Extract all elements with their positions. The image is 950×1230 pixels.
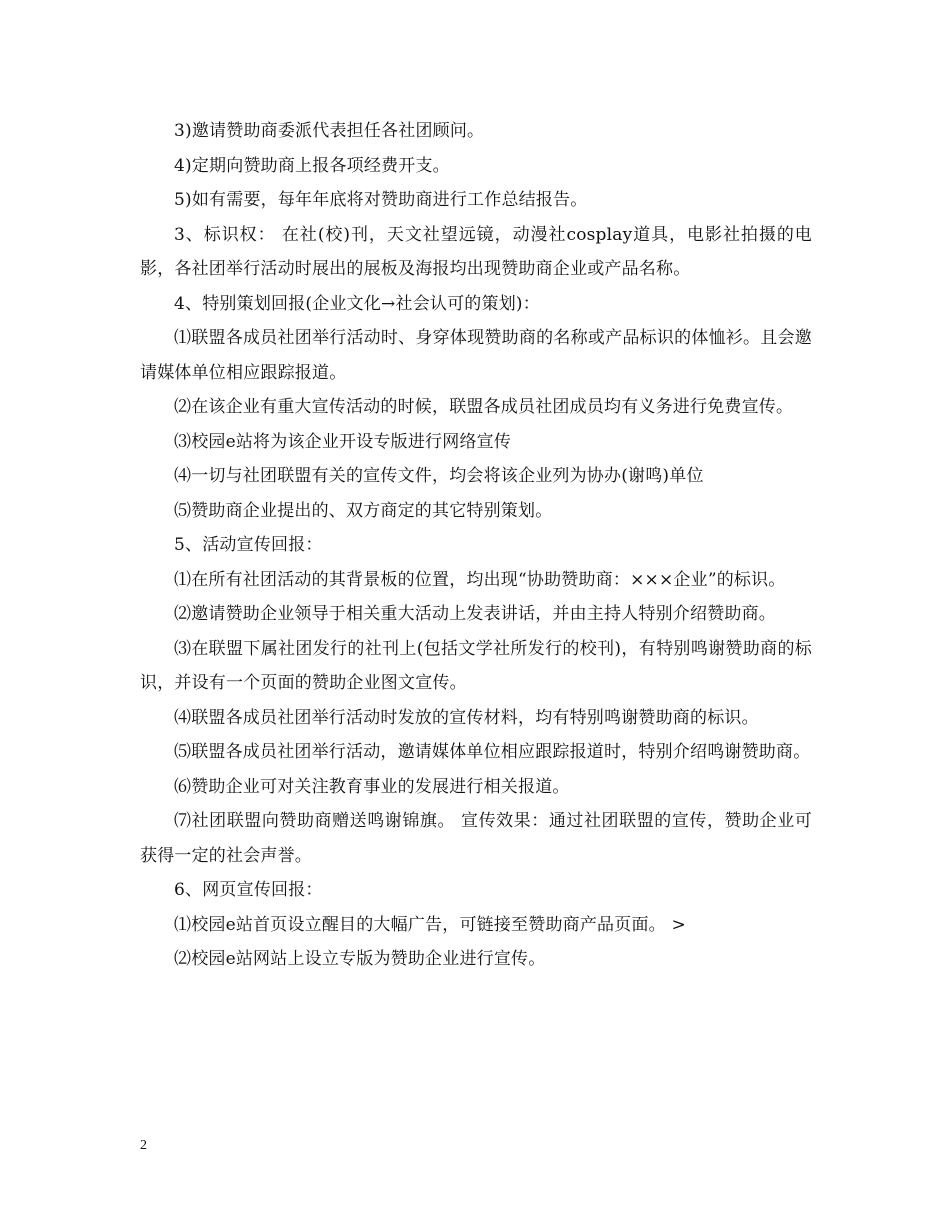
page-body: [140, 114, 812, 977]
paragraph: 3)邀请赞助商委派代表担任各社团顾问。: [174, 121, 485, 141]
paragraph: 5)如有需要，每年年底将对赞助商进行工作总结报告。: [174, 190, 588, 210]
paragraph: ⑶校园e站将为该企业开设专版进行网络宣传: [174, 431, 512, 452]
paragraph: 3、标识权： 在社(校)刊，天文社望远镜，动漫社cosplay道具，电影社拍摄的电影，各社团举行活动时展出的展板及海报均出现赞助商企业或产品名称。: [140, 224, 812, 279]
paragraph: ⑺社团联盟向赞助商赠送鸣谢锦旗。 宣传效果：通过社团联盟的宣传，赞助企业可获得一定的社会声誉。: [140, 811, 812, 866]
paragraph: ⑴联盟各成员社团举行活动时、身穿体现赞助商的名称或产品标识的体恤衫。且会邀请媒体单位相应跟踪报道。: [140, 328, 812, 383]
paragraph: 4、特别策划回报(企业文化→社会认可的策划)：: [174, 293, 540, 314]
paragraph: ⑴校园e站首页设立醒目的大幅广告，可链接至赞助商产品页面。 >: [174, 914, 686, 935]
paragraph: ⑸赞助商企业提出的、双方商定的其它特别策划。: [174, 500, 553, 521]
paragraph: ⑷一切与社团联盟有关的宣传文件，均会将该企业列为协办(谢鸣)单位: [174, 466, 704, 486]
paragraph: ⑹赞助企业可对关注教育事业的发展进行相关报道。: [174, 776, 570, 797]
page-number: 2: [140, 1138, 147, 1153]
paragraph: ⑶在联盟下属社团发行的社刊上(包括文学社所发行的校刊)，有特别鸣谢赞助商的标识，并设有一个页面的赞助企业图文宣传。: [140, 638, 812, 693]
paragraph: 5、活动宣传回报：: [174, 535, 323, 555]
paragraph: ⑴在所有社团活动的其背景板的位置，均出现“协助赞助商：×××企业”的标识。: [174, 569, 786, 590]
paragraph: 4)定期向赞助商上报各项经费开支。: [174, 155, 450, 176]
paragraph: 6、网页宣传回报：: [174, 880, 323, 900]
paragraph: ⑵邀请赞助企业领导于相关重大活动上发表讲话，并由主持人特别介绍赞助商。: [174, 604, 776, 624]
paragraph: ⑵在该企业有重大宣传活动的时候，联盟各成员社团成员均有义务进行免费宣传。: [174, 397, 794, 417]
paragraph: ⑷联盟各成员社团举行活动时发放的宣传材料，均有特别鸣谢赞助商的标识。: [174, 707, 759, 728]
paragraph: ⑵校园e站网站上设立专版为赞助企业进行宣传。: [174, 949, 546, 969]
paragraph: ⑸联盟各成员社团举行活动，邀请媒体单位相应跟踪报道时，特别介绍鸣谢赞助商。: [174, 742, 811, 762]
